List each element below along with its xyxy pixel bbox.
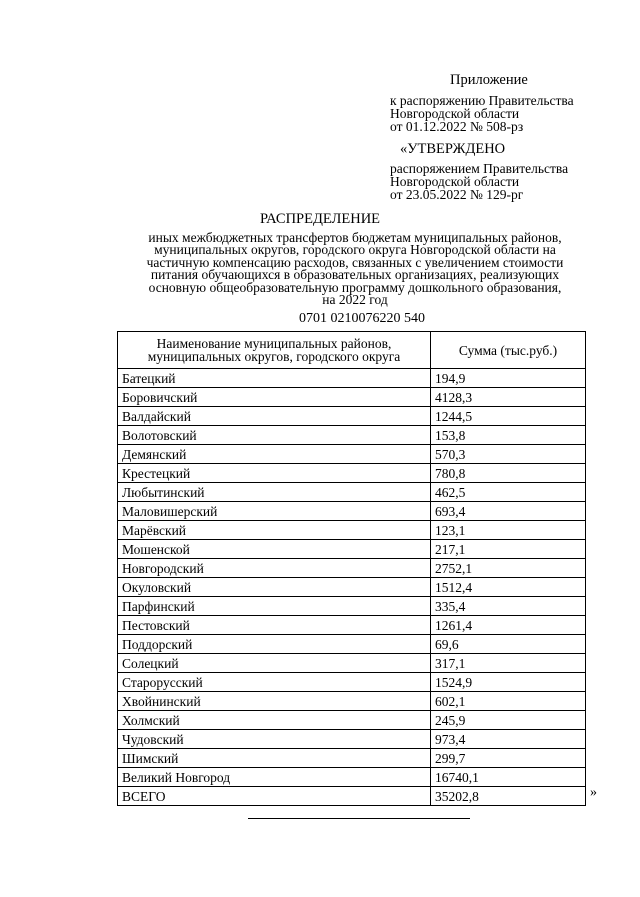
table-row (118, 464, 586, 483)
approved-title: «УТВЕРЖДЕНО (400, 141, 506, 157)
table-row (118, 407, 586, 426)
table-row (118, 388, 586, 407)
amount-cell: 602,1 (431, 692, 586, 711)
header-name-line: Наименование муниципальных районов, (156, 336, 392, 351)
municipality-name-cell: Парфинский (118, 597, 431, 616)
municipality-name-cell: Новгородский (118, 559, 431, 578)
amount-cell: 217,1 (431, 540, 586, 559)
amount-cell: 973,4 (431, 730, 586, 749)
amount-cell: 335,4 (431, 597, 586, 616)
approved-line: от 23.05.2022 № 129-рг (390, 187, 524, 202)
closing-quote: » (590, 785, 597, 800)
header-sum-cell: Сумма (тыс.руб.) (431, 332, 586, 369)
amount-cell: 780,8 (431, 464, 586, 483)
annex-reference (390, 94, 630, 133)
table-row (118, 749, 586, 768)
municipality-name-cell: Хвойнинский (118, 692, 431, 711)
municipality-name-cell: Пестовский (118, 616, 431, 635)
description-line: на 2022 год (322, 292, 388, 308)
annex-line: к распоряжению Правительства (390, 93, 574, 108)
description-line: иных межбюджетных трансфертов бюджетам муниципальных районов, (148, 230, 562, 245)
approved-block (390, 141, 630, 201)
budget-classification-code: 0701 0210076220 540 (299, 311, 425, 326)
amount-cell: 570,3 (431, 445, 586, 464)
description-line: муниципальных округов, городского округа Новгородской области на (154, 242, 556, 258)
total-label-cell: ВСЕГО (118, 787, 431, 806)
table-row (118, 369, 586, 388)
amount-cell: 69,6 (431, 635, 586, 654)
amount-cell: 317,1 (431, 654, 586, 673)
amount-cell: 693,4 (431, 502, 586, 521)
table-row (118, 559, 586, 578)
amount-cell: 1512,4 (431, 578, 586, 597)
annex-line: от 01.12.2022 № 508-рз (390, 119, 524, 134)
municipality-name-cell: Чудовский (118, 730, 431, 749)
amount-cell: 462,5 (431, 483, 586, 502)
amount-cell: 123,1 (431, 521, 586, 540)
municipality-name-cell: Марёвский (118, 521, 431, 540)
footer-rule (248, 818, 470, 819)
table-row (118, 711, 586, 730)
table-row (118, 578, 586, 597)
municipality-name-cell: Крестецкий (118, 464, 431, 483)
table-row (118, 635, 586, 654)
municipality-name-cell: Валдайский (118, 407, 431, 426)
table-row (118, 673, 586, 692)
amount-cell: 16740,1 (431, 768, 586, 787)
annex-block (390, 72, 630, 133)
table-row (118, 654, 586, 673)
municipality-name-cell: Солецкий (118, 654, 431, 673)
municipality-name-cell: Поддорский (118, 635, 431, 654)
municipality-name-cell: Волотовский (118, 426, 431, 445)
description-line: частичную компенсацию расходов, связанных с увеличением стоимости (146, 254, 564, 270)
municipality-name-cell: Любытинский (118, 483, 431, 502)
table-row (118, 426, 586, 445)
table-row (118, 616, 586, 635)
description-line: основную общеобразовательную программу дошкольного образования, (148, 279, 562, 295)
approved-line: Новгородской области (390, 174, 520, 189)
document-title: РАСПРЕДЕЛЕНИЕ (259, 211, 381, 227)
table-row (118, 445, 586, 464)
amount-cell: 245,9 (431, 711, 586, 730)
municipality-name-cell: Мошенской (118, 540, 431, 559)
municipality-name-cell: Боровичский (118, 388, 431, 407)
header-name-cell (118, 332, 431, 369)
table-row (118, 597, 586, 616)
table-row (118, 540, 586, 559)
document-description (120, 232, 590, 306)
description-line: питания обучающихся в образовательных организациях, реализующих (150, 267, 560, 283)
table-header-row (118, 332, 586, 369)
table-row (118, 483, 586, 502)
table-row (118, 768, 586, 787)
amount-cell: 1524,9 (431, 673, 586, 692)
total-sum-cell: 35202,8 (431, 787, 586, 806)
amount-cell: 2752,1 (431, 559, 586, 578)
annex-line: Новгородской области (390, 106, 520, 121)
amount-cell: 299,7 (431, 749, 586, 768)
amount-cell: 1244,5 (431, 407, 586, 426)
distribution-table (117, 331, 586, 806)
approved-line: распоряжением Правительства (390, 161, 569, 176)
amount-cell: 1261,4 (431, 616, 586, 635)
header-name-line: муниципальных округов, городского округа (147, 349, 401, 364)
table-row (118, 730, 586, 749)
table-row (118, 521, 586, 540)
approved-reference (390, 162, 630, 201)
table-row (118, 692, 586, 711)
municipality-name-cell: Великий Новгород (118, 768, 431, 787)
municipality-name-cell: Батецкий (118, 369, 431, 388)
municipality-name-cell: Старорусский (118, 673, 431, 692)
municipality-name-cell: Холмский (118, 711, 431, 730)
annex-title: Приложение (450, 72, 528, 88)
municipality-name-cell: Демянский (118, 445, 431, 464)
table-total-row (118, 787, 586, 806)
amount-cell: 4128,3 (431, 388, 586, 407)
municipality-name-cell: Окуловский (118, 578, 431, 597)
municipality-name-cell: Шимский (118, 749, 431, 768)
amount-cell: 153,8 (431, 426, 586, 445)
amount-cell: 194,9 (431, 369, 586, 388)
municipality-name-cell: Маловишерский (118, 502, 431, 521)
table-row (118, 502, 586, 521)
